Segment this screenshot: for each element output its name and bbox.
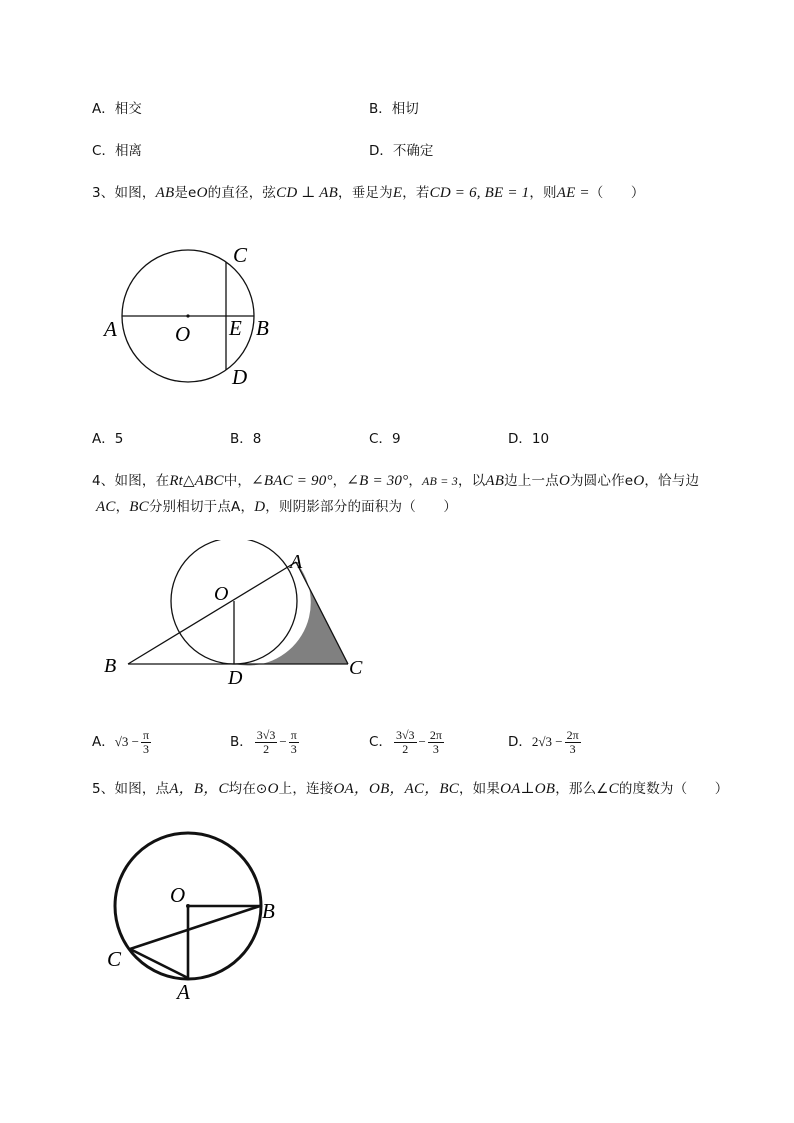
q5-center-dot: [186, 904, 190, 908]
q3-label-a: A: [104, 317, 117, 341]
q4-label-o: O: [214, 583, 229, 605]
q5-label-o: O: [170, 883, 186, 907]
q3-label-c: C: [233, 243, 248, 267]
q3-option-b[interactable]: B．8: [230, 431, 262, 447]
q3-center-dot: [186, 314, 189, 317]
q5-label-c: C: [107, 947, 122, 971]
q2-option-b[interactable]: B．相切: [369, 101, 419, 117]
q4-option-d[interactable]: D．2√3 − $\frac{2\pi}{3}$: [508, 727, 579, 756]
q4-stem-line2: AC，BC分别相切于点A，D，则阴影部分的面积为（ ）: [96, 499, 458, 515]
q2-option-c[interactable]: C．相离: [92, 143, 142, 159]
q4-option-a[interactable]: A．√3 − $\frac{\pi}{3}$: [92, 727, 150, 756]
q4-label-a: A: [290, 551, 303, 573]
q3-label-b: B: [256, 316, 269, 340]
q4-label-b: B: [104, 655, 117, 677]
q4-option-c[interactable]: C． $\frac{3√3}{2}$ − $\frac{2\pi}{3}$: [369, 727, 442, 756]
q4-shaded-region: [234, 562, 348, 666]
q4-label-c: C: [349, 657, 363, 679]
q4-side-ab: [128, 562, 296, 664]
q2-option-d[interactable]: D．不确定: [369, 143, 434, 159]
q5-chord-bc: [130, 906, 260, 949]
q5-stem: 5、如图，点A，B，C均在⊙O上，连接OA，OB，AC，BC，如果OA⊥OB，那么∠C的度数为（ ）: [92, 781, 729, 797]
q5-label-a: A: [177, 980, 190, 1004]
q3-label-d: D: [232, 365, 248, 389]
q4-option-b[interactable]: B． $\frac{3√3}{2}$ − $\frac{\pi}{3}$: [230, 727, 297, 756]
q3-stem: 3、如图，AB是eO的直径，弦CD ⊥ AB，垂足为E，若CD = 6, BE = 1，则AE =（ ）: [92, 185, 645, 201]
q2-option-a[interactable]: A．相交: [92, 101, 142, 117]
q5-label-b: B: [262, 899, 275, 923]
q3-option-d[interactable]: D．10: [508, 431, 550, 447]
q3-figure: [96, 236, 286, 396]
q4-stem-line1: 4、如图，在Rt△ABC中，∠BAC = 90°，∠B = 30°，AB = 3，以AB边上一点O为圆心作eO，恰与边: [92, 473, 700, 489]
q3-label-o: O: [175, 322, 191, 346]
q5-figure: [100, 826, 300, 1011]
q4-label-d: D: [228, 667, 243, 689]
q3-option-c[interactable]: C．9: [369, 431, 401, 447]
q4-figure: [100, 540, 380, 690]
q3-option-a[interactable]: A．5: [92, 431, 124, 447]
q3-label-e: E: [229, 316, 242, 340]
